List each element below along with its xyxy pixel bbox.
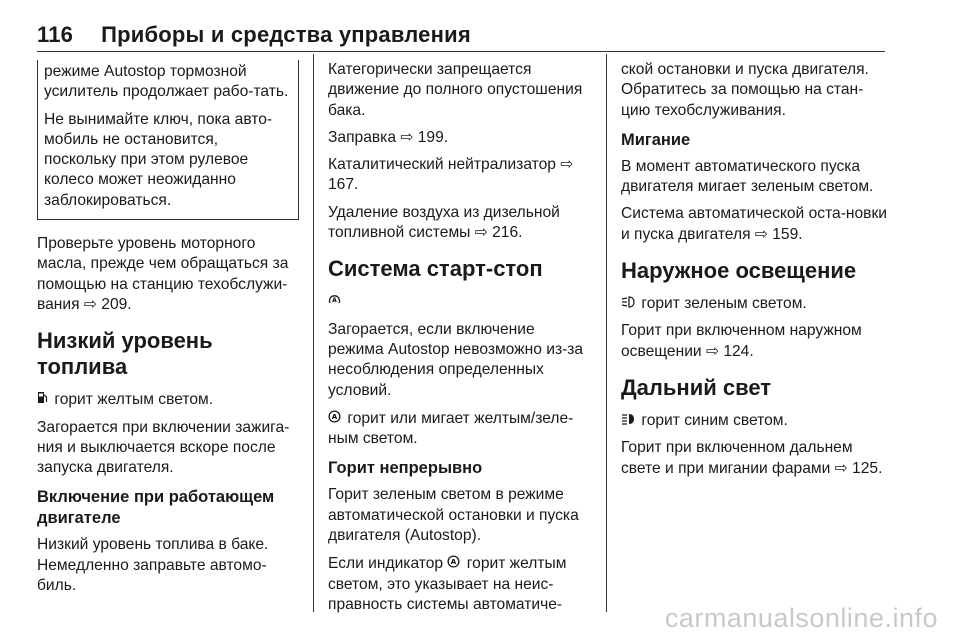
- note-paragraph-2: Не вынимайте ключ, пока авто-мобиль не остановится, поскольку при этом рулевое колесо может неожиданно заблокироваться.: [44, 110, 273, 209]
- page-title: Приборы и средства управления: [101, 22, 471, 47]
- page-header: [37, 22, 471, 48]
- paragraph-fuel-ignition: Загорается при включении зажига-ния и выключается вскоре после запуска двигателя.: [37, 418, 290, 477]
- fault-text-b: горит желтым светом, это указывает на неис-правность системы автоматиче-: [328, 555, 567, 613]
- heading-start-stop: Система старт-стоп: [328, 256, 543, 282]
- paragraph-high-beam-ref: Горит при включенном дальнем свете и при мигании фарами ⇨ 125.: [621, 439, 883, 477]
- column-divider-1: [313, 54, 314, 612]
- paragraph-yellow-fault: [328, 553, 593, 615]
- paragraph-startstop-ref: Система автоматической оста-новки и пуска двигателя ⇨ 159.: [621, 205, 887, 243]
- paragraph-exterior-ref: Горит при включенном наружном освещении ⇨ 124.: [621, 322, 862, 360]
- paragraph-diesel-air-ref: Удаление воздуха из дизельной топливной системы ⇨ 216.: [328, 203, 560, 242]
- column-3: [621, 60, 891, 486]
- autostop-icon: [328, 408, 341, 428]
- heading-constant-on: Горит непрерывно: [328, 459, 483, 478]
- autostop-indicator-text: горит или мигает желтым/зеле-ным светом.: [328, 409, 574, 448]
- paragraph-oil-check: Проверьте уровень моторного масла, прежде чем обращаться за помощью на станцию техобслужи-вания ⇨ 209.: [37, 235, 289, 313]
- note-paragraph-1: режиме Autostop тормозной усилитель продолжает рабо-тать.: [44, 63, 289, 101]
- column-1: [37, 60, 299, 603]
- svg-text:A: A: [331, 413, 338, 422]
- page-number: 116: [37, 22, 74, 47]
- paragraph-blink-green: В момент автоматического пуска двигателя мигает зеленым светом.: [621, 157, 874, 196]
- fuel-indicator-line: [37, 389, 299, 410]
- autostop-icon: [447, 553, 460, 573]
- paragraph-low-fuel-tank: Низкий уровень топлива в баке. Немедленно заправьте автомо-биль.: [37, 536, 269, 595]
- paragraph-constant-green: Горит зеленым светом в режиме автоматической остановки и пуска двигателя (Autostop).: [328, 486, 579, 545]
- fault-text-a: Если индикатор: [328, 555, 444, 573]
- svg-text:A: A: [451, 558, 457, 567]
- heading-exterior-lighting: Наружное освещение: [621, 258, 857, 284]
- autostop-off-icon: [328, 291, 341, 311]
- heading-engine-running: Включение при работающем двигателе: [37, 488, 275, 528]
- heading-blinking: Мигание: [621, 130, 691, 149]
- high-beam-text: горит синим светом.: [641, 411, 788, 429]
- exterior-light-icon: [621, 293, 635, 313]
- startstop-icon-line: [328, 291, 593, 312]
- high-beam-icon: [621, 410, 635, 430]
- paragraph-catalyst-ref: Каталитический нейтрализатор ⇨ 167.: [328, 156, 574, 194]
- autostop-indicator-line: [328, 408, 593, 450]
- header-rule: [37, 51, 885, 52]
- paragraph-refuel-ref: Заправка ⇨ 199.: [328, 128, 449, 146]
- column-divider-2: [606, 54, 607, 612]
- exterior-light-text: горит зеленым светом.: [641, 295, 807, 313]
- fuel-indicator-text: горит желтым светом.: [54, 391, 214, 409]
- heading-low-fuel: Низкий уровень топлива: [37, 328, 213, 380]
- high-beam-line: [621, 410, 891, 431]
- svg-text:A: A: [332, 297, 337, 305]
- paragraph-no-empty-tank: Категорически запрещается движение до полного опустошения бака.: [328, 61, 583, 119]
- paragraph-service-station: ской остановки и пуска двигателя. Обратитесь за помощью на стан-цию техобслуживания.: [621, 61, 869, 119]
- warning-box: [37, 60, 299, 220]
- exterior-light-line: [621, 293, 891, 314]
- fuel-pump-icon: [37, 389, 48, 409]
- column-2: [328, 60, 593, 622]
- paragraph-autostop-unavailable: Загорается, если включение режима Autostop невозможно из-за несоблюдения определенных условий.: [328, 320, 584, 399]
- watermark: carmanualsonline.info: [664, 603, 938, 633]
- heading-high-beam: Дальний свет: [621, 374, 772, 400]
